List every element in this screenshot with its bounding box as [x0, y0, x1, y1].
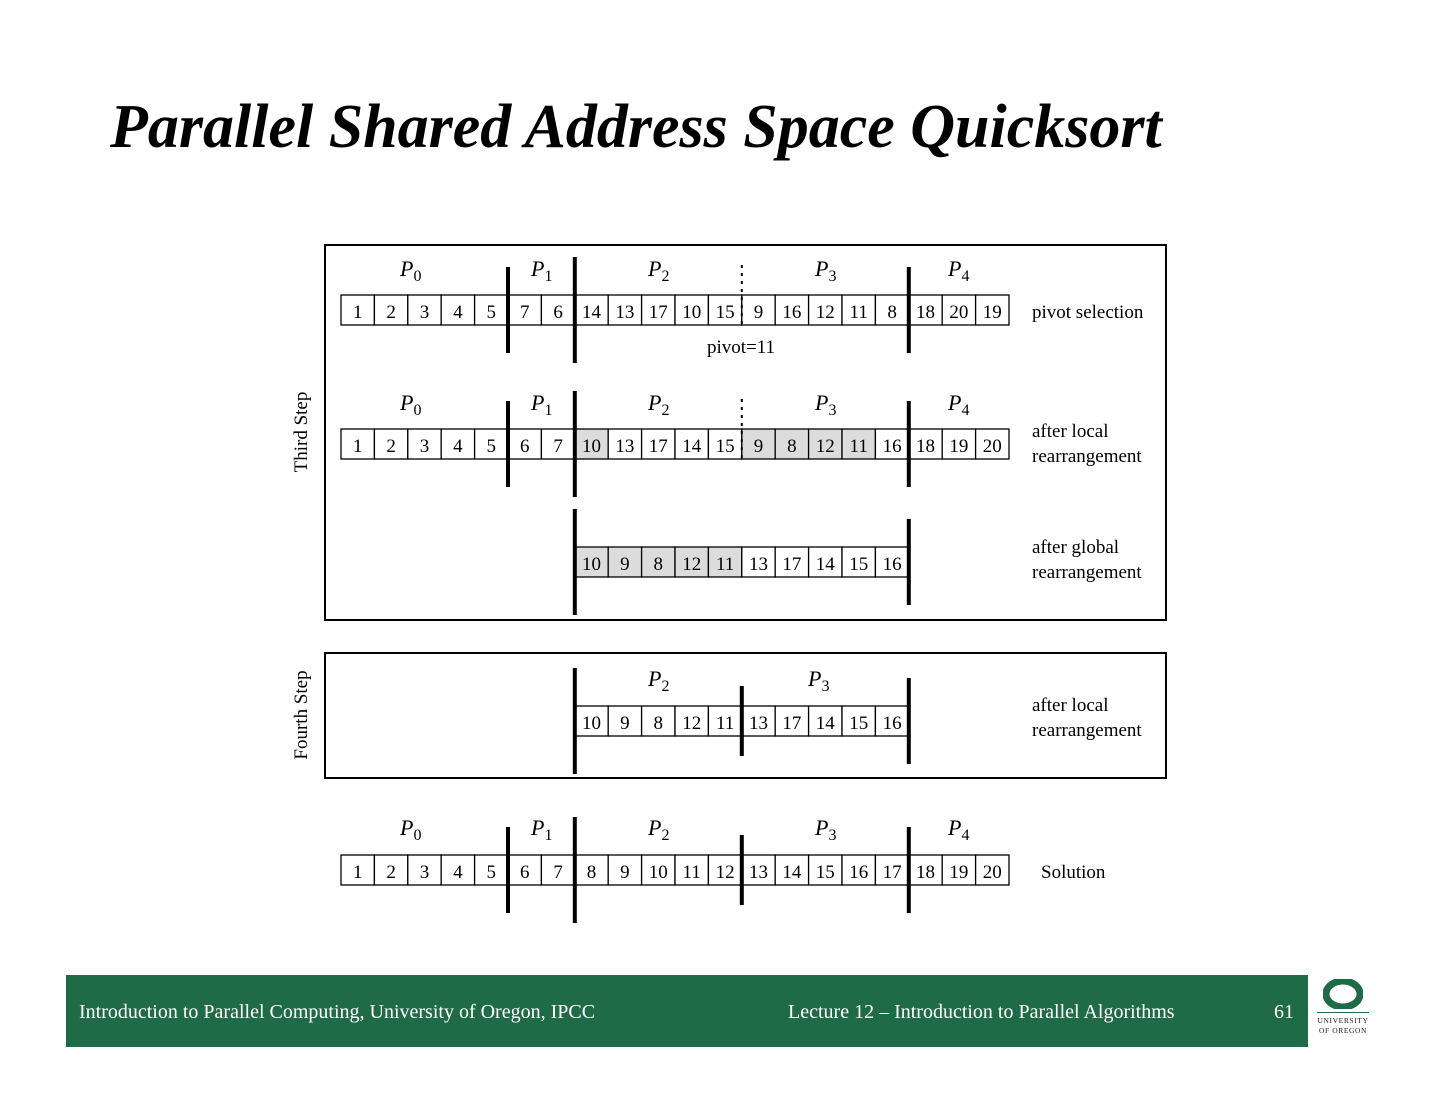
cell-value: 20: [982, 862, 1002, 883]
processor-label-p4: $P_4$: [948, 256, 970, 285]
slide-title: Parallel Shared Address Space Quicksort: [110, 93, 1162, 161]
cell-value: 14: [682, 436, 702, 457]
cell-value: 17: [782, 554, 802, 575]
row-label-after_global: rearrangement: [1032, 562, 1142, 583]
row-labels: [1032, 302, 1144, 883]
cell-value: 9: [620, 862, 630, 883]
cell-value: 12: [715, 862, 735, 883]
processor-label-p2: $P_2$: [648, 390, 670, 419]
processor-subscript: 2: [661, 268, 670, 285]
cell-value: 10: [582, 554, 601, 575]
cell-value: 17: [782, 713, 802, 734]
processor-label-p3: $P_3$: [808, 666, 830, 695]
cell-value: 18: [916, 436, 935, 457]
cell-value: 2: [386, 302, 396, 323]
processor-subscript: 1: [544, 402, 553, 419]
cell-value: 13: [749, 554, 768, 575]
cell-value: 14: [582, 302, 601, 323]
cell-value: 20: [982, 436, 1002, 457]
processor-subscript: 3: [828, 268, 837, 285]
row-label-solution: Solution: [1041, 862, 1106, 883]
cell-value: 8: [653, 713, 664, 734]
cell-value: 19: [949, 436, 969, 457]
row-label-after_local_1: after local: [1032, 421, 1109, 442]
cell-value: 7: [553, 436, 563, 457]
cell-value: 15: [715, 436, 735, 457]
cell-value: 6: [553, 302, 563, 323]
cell-value: 9: [620, 554, 630, 575]
cell-value: 3: [419, 302, 430, 323]
cell-value: 7: [519, 302, 530, 323]
footer-lecture: Lecture 12 – Introduction to Parallel Algorithms: [788, 1001, 1175, 1023]
cell-value: 4: [453, 436, 463, 457]
cell-value: 13: [749, 713, 768, 734]
cell-value: 9: [753, 302, 764, 323]
university-logo: [1312, 975, 1374, 1047]
cell-value: 2: [386, 436, 396, 457]
cell-value: 18: [916, 862, 935, 883]
cell-value: 11: [849, 436, 868, 457]
processor-subscript: 4: [961, 827, 970, 844]
cell-value: 16: [882, 436, 902, 457]
cell-value: 11: [715, 713, 735, 734]
cell-value: 1: [352, 862, 363, 883]
processor-subscript: 0: [413, 827, 422, 844]
cell-value: 10: [648, 862, 668, 883]
processor-subscript: 3: [828, 827, 837, 844]
processor-label-p4: $P_4$: [948, 390, 970, 419]
processor-label-p1: $P_1$: [531, 815, 553, 844]
processor-label-p0: $P_0$: [400, 390, 422, 419]
cell-value: 19: [982, 302, 1002, 323]
cell-value: 11: [849, 302, 868, 323]
cell-value: 5: [486, 302, 497, 323]
processor-label-p2: $P_2$: [648, 815, 670, 844]
cell-value: 17: [648, 302, 668, 323]
array-row-after_global: [575, 547, 909, 577]
processor-subscript: 2: [661, 402, 670, 419]
cell-value: 8: [787, 436, 797, 457]
processor-subscript: 2: [661, 827, 670, 844]
cell-value: 1: [352, 302, 363, 323]
cell-value: 8: [653, 554, 664, 575]
processor-subscript: 3: [828, 402, 837, 419]
cell-value: 9: [620, 713, 630, 734]
cell-value: 3: [419, 436, 430, 457]
cell-value: 10: [682, 302, 702, 323]
footer-bar: [66, 975, 1308, 1047]
cell-value: 5: [486, 436, 497, 457]
cell-value: 16: [782, 302, 802, 323]
cell-value: 15: [715, 302, 735, 323]
cell-value: 1: [352, 436, 363, 457]
cell-value: 17: [882, 862, 902, 883]
cell-value: 5: [486, 862, 497, 883]
cell-value: 3: [419, 862, 430, 883]
cell-value: 13: [615, 302, 635, 323]
cell-value: 13: [615, 436, 635, 457]
row-label-fourth_local: after local: [1032, 695, 1109, 716]
cell-value: 12: [682, 713, 702, 734]
cell-value: 14: [782, 862, 802, 883]
cell-value: 12: [815, 302, 835, 323]
footer-course: Introduction to Parallel Computing, University of Oregon, IPCC: [79, 1001, 596, 1023]
cell-value: 10: [582, 436, 601, 457]
row-label-after_local_1: rearrangement: [1032, 446, 1142, 467]
cell-value: 16: [882, 554, 902, 575]
logo-line-university: UNIVERSITY: [1317, 1016, 1369, 1025]
cell-value: 15: [815, 862, 835, 883]
row-label-pivot_selection: pivot selection: [1032, 302, 1144, 323]
cell-value: 20: [949, 302, 969, 323]
cell-value: 19: [949, 862, 969, 883]
cell-value: 11: [682, 862, 701, 883]
processor-subscript: 3: [821, 678, 830, 695]
cell-value: 16: [849, 862, 869, 883]
processor-label-p4: $P_4$: [948, 815, 970, 844]
cell-value: 12: [815, 436, 835, 457]
cell-value: 18: [916, 302, 935, 323]
cell-value: 4: [453, 302, 463, 323]
cell-value: 12: [682, 554, 702, 575]
processor-label-p1: $P_1$: [531, 390, 553, 419]
cell-value: 6: [519, 862, 530, 883]
processor-label-p3: $P_3$: [815, 815, 837, 844]
third-step-label: Third Step: [291, 391, 312, 473]
processor-subscript: 0: [413, 268, 422, 285]
cell-value: 8: [586, 862, 597, 883]
cell-value: 2: [386, 862, 396, 883]
processor-subscript: 4: [961, 402, 970, 419]
cell-value: 9: [753, 436, 764, 457]
fourth-step-label: Fourth Step: [291, 670, 312, 760]
cell-value: 11: [715, 554, 735, 575]
cell-value: 14: [815, 554, 835, 575]
cell-value: 15: [849, 713, 869, 734]
processor-label-p0: $P_0$: [400, 256, 422, 285]
cell-value: 10: [582, 713, 601, 734]
processor-subscript: 2: [661, 678, 670, 695]
o-logo-icon: [1323, 979, 1363, 1009]
processor-label-p2: $P_2$: [648, 256, 670, 285]
cell-value: 17: [648, 436, 668, 457]
processor-label-p3: $P_3$: [815, 256, 837, 285]
cell-value: 14: [815, 713, 835, 734]
processor-subscript: 1: [544, 827, 553, 844]
processor-label-p1: $P_1$: [531, 256, 553, 285]
cell-value: 15: [849, 554, 869, 575]
cell-value: 6: [519, 436, 530, 457]
processor-label-p3: $P_3$: [815, 390, 837, 419]
processor-subscript: 4: [961, 268, 970, 285]
row-label-fourth_local: rearrangement: [1032, 720, 1142, 741]
processor-subscript: 1: [544, 268, 553, 285]
logo-line-oregon: OF OREGON: [1318, 1026, 1368, 1035]
cell-value: 13: [749, 862, 768, 883]
cell-value: 8: [887, 302, 897, 323]
pivot-note: pivot=11: [706, 337, 776, 358]
cell-value: 16: [882, 713, 902, 734]
processor-label-p0: $P_0$: [400, 815, 422, 844]
processor-label-p2: $P_2$: [648, 666, 670, 695]
page-number: 61: [1274, 1001, 1294, 1023]
row-label-after_global: after global: [1032, 537, 1120, 558]
cell-value: 4: [453, 862, 463, 883]
cell-value: 7: [553, 862, 563, 883]
processor-subscript: 0: [413, 402, 422, 419]
logo-divider: [1317, 1012, 1369, 1013]
